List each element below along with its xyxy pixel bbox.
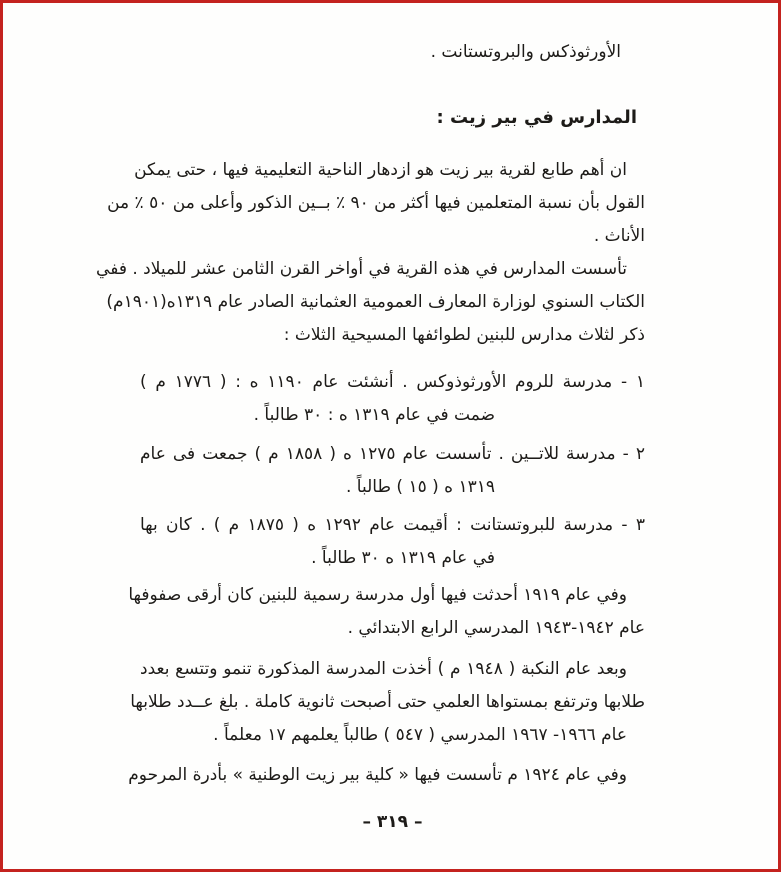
paragraph-line: تأسست المدارس في هذه القرية في أواخر القرن الثامن عشر للميلاد . ففي — [96, 259, 627, 279]
list-item-protestant-school — [136, 509, 645, 575]
list-item-orthodox-school — [136, 366, 645, 432]
paragraph-line: عام ١٩٤٢-١٩٤٣ المدرسي الرابع الابتدائي . — [347, 618, 645, 638]
continuation-line: الأورثوذكس والبروتستانت . — [430, 42, 621, 62]
paragraph-nakba-growth — [130, 653, 645, 752]
paragraph-line: القول بأن نسبة المتعلمين فيها أكثر من ٩٠ ٪ بــين الذكور وأعلى من ٥٠ ٪ من — [107, 193, 645, 213]
paragraph-line: عام ١٩٦٦- ١٩٦٧ المدرسي ( ٥٤٧ ) طالباً يعلمهم ١٧ معلماً . — [213, 725, 627, 745]
paragraph-founding — [96, 253, 645, 352]
paragraph-line: الأناث . — [593, 226, 645, 246]
list-item-line: ١ - مدرسة للروم الأورثوذوكس . أنشئت عام ١١٩٠ ه : ( ١٧٧٦ م ) — [140, 372, 645, 392]
section-heading: المدارس في بير زيت : — [436, 107, 637, 128]
page-text-block — [0, 6, 775, 839]
list-item-line: ١٣١٩ ه ( ١٥ ) طالباً . — [345, 477, 495, 497]
list-item-line: في عام ١٣١٩ ه ٣٠ طالباً . — [311, 548, 495, 568]
paragraph-line: طلابها وترتفع بمستواها العلمي حتى أصبحت ثانوية كاملة . بلغ عــدد طلابها — [130, 692, 645, 712]
paragraph-birzeit-college — [128, 759, 645, 792]
list-item-line: ٢ - مدرسة للاتــين . تأسست عام ١٢٧٥ ه ( ١٨٥٨ م ) جمعت فى عام — [140, 444, 645, 464]
list-item-latin-school — [136, 438, 645, 504]
paragraph-1919-school — [128, 579, 645, 645]
paragraph-line: ذكر لثلاث مدارس للبنين لطوائفها المسيحية الثلاث : — [283, 325, 645, 345]
paragraph-line: وفي عام ١٩٢٤ م تأسست فيها « كلية بير زيت الوطنية » بأدرة المرحوم — [128, 765, 627, 785]
paragraph-line: وفي عام ١٩١٩ أحدثت فيها أول مدرسة رسمية للبنين كان أرقى صفوفها — [128, 585, 627, 605]
page-number: – ٣١٩ – — [362, 812, 423, 832]
paragraph-line: ان أهم طابع لقرية بير زيت هو ازدهار الناحية التعليمية فيها ، حتى يمكن — [134, 160, 627, 180]
paragraph-line: الكتاب السنوي لوزارة المعارف العمومية العثمانية الصادر عام ١٣١٩ه(١٩٠١م) — [106, 292, 645, 312]
list-item-line: ضمت في عام ١٣١٩ ه : ٣٠ طالباً . — [253, 405, 495, 425]
list-item-line: ٣ - مدرسة للبروتستانت : أقيمت عام ١٢٩٢ ه ( ١٨٧٥ م ) . كان بها — [140, 515, 645, 535]
paragraph-intro — [107, 154, 645, 253]
paragraph-line: وبعد عام النكبة ( ١٩٤٨ م ) أخذت المدرسة المذكورة تنمو وتتسع بعدد — [140, 659, 627, 679]
